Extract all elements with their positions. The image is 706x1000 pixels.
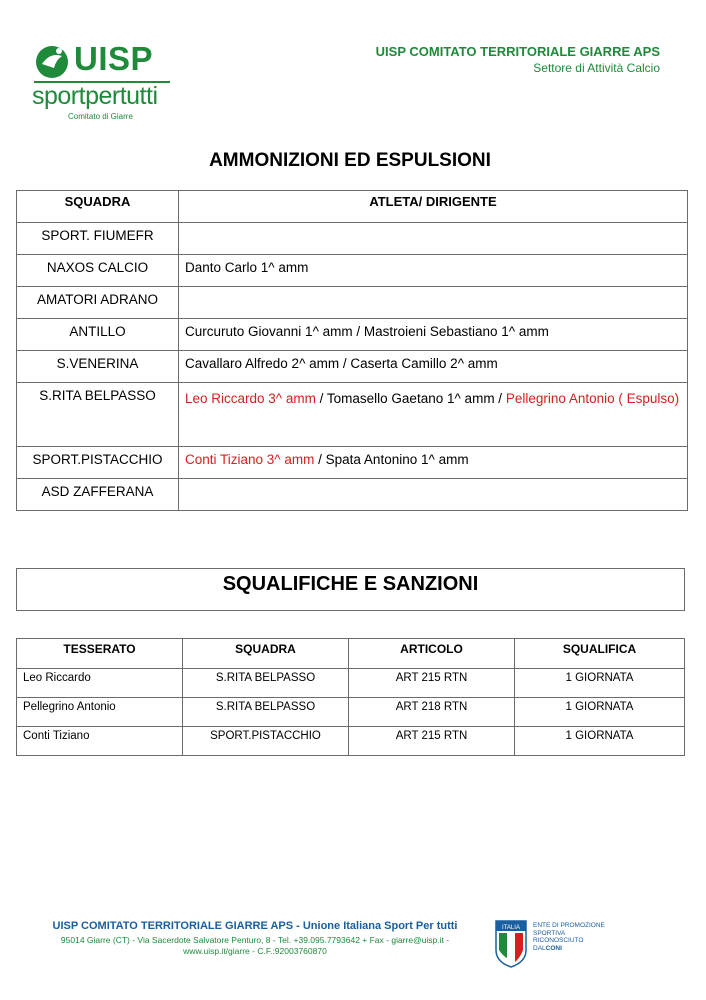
articolo-cell: ART 218 RTN <box>349 698 515 727</box>
ammonizioni-table <box>16 190 688 511</box>
athlete-cell <box>179 383 688 447</box>
footer-org: UISP COMITATO TERRITORIALE GIARRE APS - Unione Italiana Sport Per tutti <box>52 920 458 932</box>
section-title-squalifiche: SQUALIFICHE E SANZIONI <box>16 568 685 611</box>
articolo-cell: ART 215 RTN <box>349 669 515 698</box>
athlete-sanction: Danto Carlo 1^ amm <box>185 260 309 275</box>
table-row <box>17 255 688 287</box>
athlete-cell <box>179 255 688 287</box>
section-title-ammonizioni: AMMONIZIONI ED ESPULSIONI <box>209 150 491 171</box>
page-footer <box>30 920 480 957</box>
athlete-sanction-highlight: Conti Tiziano 3^ amm <box>185 452 315 467</box>
articolo-cell: ART 215 RTN <box>349 727 515 756</box>
team-cell: SPORT.PISTACCHIO <box>17 447 179 479</box>
athlete-cell <box>179 223 688 255</box>
team-cell: ASD ZAFFERANA <box>17 479 179 511</box>
table-header-row <box>17 191 688 223</box>
table-row <box>17 479 688 511</box>
column-header-articolo: ARTICOLO <box>349 639 515 669</box>
coni-line2: SPORTIVA <box>533 929 566 937</box>
coni-line4-b: CONI <box>545 944 562 952</box>
uisp-logo <box>32 40 182 126</box>
table-row <box>17 287 688 319</box>
athlete-sanction-highlight: Pellegrino Antonio ( Espulso) <box>505 391 680 406</box>
team-cell: AMATORI ADRANO <box>17 287 179 319</box>
table-row <box>17 727 685 756</box>
athlete-cell <box>179 351 688 383</box>
table-row <box>17 447 688 479</box>
athlete-cell <box>179 479 688 511</box>
team-cell: ANTILLO <box>17 319 179 351</box>
coni-badge <box>495 920 615 970</box>
team-cell: S.VENERINA <box>17 351 179 383</box>
org-name: UISP COMITATO TERRITORIALE GIARRE APS <box>375 44 660 59</box>
athlete-sanction-highlight: Leo Riccardo 3^ amm <box>185 391 316 406</box>
athlete-sanction: / Spata Antonino 1^ amm <box>314 452 469 467</box>
table-row <box>17 383 688 447</box>
team-cell: NAXOS CALCIO <box>17 255 179 287</box>
column-header-squadra: SQUADRA <box>17 191 179 223</box>
coni-line4 <box>533 945 605 953</box>
table-row <box>17 223 688 255</box>
footer-address: 95014 Giarre (CT) - Via Sacerdote Salvatore Penturo, 8 - Tel. +39.095.7793642 + Fax - giarre@uisp.it - www.uisp.it/giarre - C.F.:92003760870 <box>60 935 450 956</box>
org-heading <box>376 44 660 75</box>
table-row <box>17 351 688 383</box>
column-header-atleta: ATLETA/ DIRIGENTE <box>179 191 688 223</box>
table-row <box>17 319 688 351</box>
athlete-cell <box>179 287 688 319</box>
team-cell: S.RITA BELPASSO <box>17 383 179 447</box>
column-header-tesserato: TESSERATO <box>17 639 183 669</box>
uisp-runner-icon <box>32 42 72 80</box>
coni-line4-a: DAL <box>533 944 546 952</box>
column-header-squadra: SQUADRA <box>183 639 349 669</box>
tesserato-cell: Leo Riccardo <box>17 669 183 698</box>
logo-uisp-text: UISP <box>74 40 154 77</box>
org-sector: Settore di Attività Calcio <box>533 61 660 75</box>
coni-text <box>533 922 605 952</box>
tesserato-cell: Conti Tiziano <box>17 727 183 756</box>
squalifiche-table <box>16 638 685 756</box>
tesserato-cell: Pellegrino Antonio <box>17 698 183 727</box>
table-header-row <box>17 639 685 669</box>
squalifica-cell: 1 GIORNATA <box>515 727 685 756</box>
team-cell: SPORT. FIUMEFR <box>17 223 179 255</box>
squalifica-cell: 1 GIORNATA <box>515 669 685 698</box>
coni-shield-icon <box>495 920 527 968</box>
logo-subtitle: Comitato di Giarre <box>68 112 133 121</box>
squadra-cell: S.RITA BELPASSO <box>183 698 349 727</box>
squalifica-cell: 1 GIORNATA <box>515 698 685 727</box>
athlete-sanction: Curcuruto Giovanni 1^ amm / Mastroieni Sebastiano 1^ amm <box>185 324 549 339</box>
athlete-cell <box>179 319 688 351</box>
athlete-sanction: Cavallaro Alfredo 2^ amm / Caserta Camillo 2^ amm <box>185 356 498 371</box>
athlete-sanction: / Tomasello Gaetano 1^ amm / <box>315 391 506 406</box>
coni-flag-label: ITALIA <box>502 925 520 931</box>
table-row <box>17 669 685 698</box>
page-header <box>0 0 706 130</box>
coni-line1: ENTE DI PROMOZIONE <box>533 922 605 929</box>
column-header-squalifica: SQUALIFICA <box>515 639 685 669</box>
coni-line3: RICONOSCIUTO <box>533 937 584 944</box>
squadra-cell: S.RITA BELPASSO <box>183 669 349 698</box>
athlete-cell <box>179 447 688 479</box>
logo-tagline: sportpertutti <box>32 82 158 110</box>
squadra-cell: SPORT.PISTACCHIO <box>183 727 349 756</box>
table-row <box>17 698 685 727</box>
